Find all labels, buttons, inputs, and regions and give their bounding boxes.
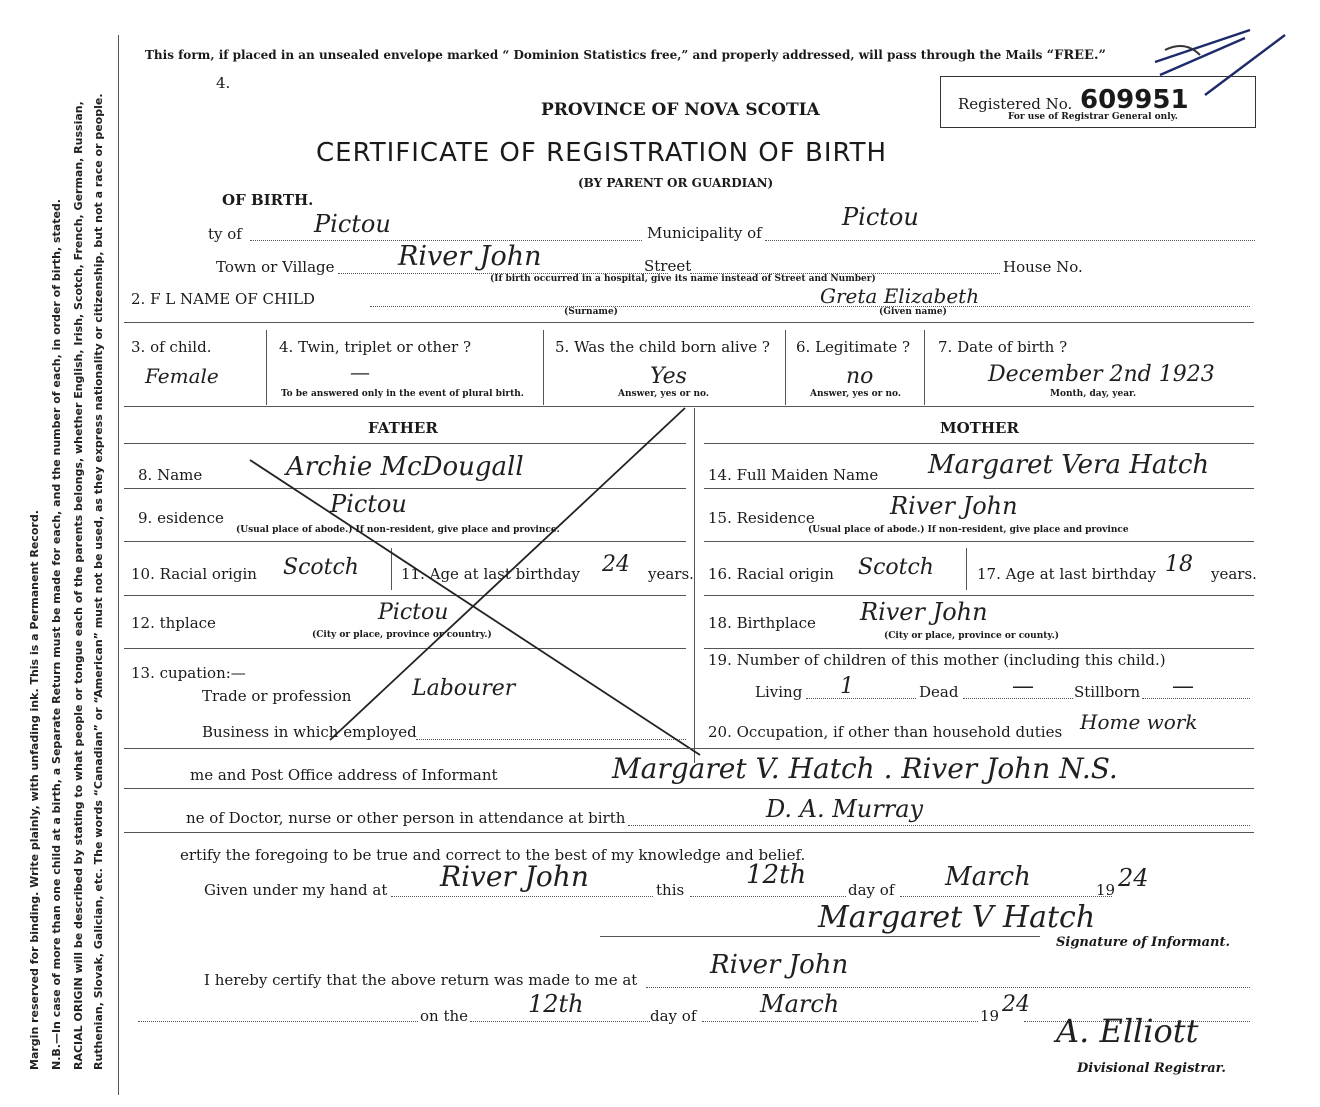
- informant-signature: Margaret V Hatch: [818, 900, 1096, 935]
- father-birthplace-value: Pictou: [378, 600, 449, 625]
- dead-label: Dead: [919, 683, 959, 701]
- year-suffix-value: 24: [1118, 864, 1149, 892]
- mother-birthplace-note: (City or place, province or county.): [884, 631, 1060, 641]
- municipality-value: Pictou: [842, 203, 919, 231]
- day-of-label: day of: [848, 881, 895, 899]
- father-birthplace-label: 12. thplace: [131, 614, 216, 632]
- margin-note-racial-origin-2: Ruthenian, Slovak, Galician, etc. The words “Canadian” or “American” must not be used, as they express nationality or citizenship, but not a race or people.: [92, 93, 105, 1070]
- father-name-value: Archie McDougall: [286, 452, 524, 482]
- registrar-certify-label: I hereby certify that the above return was made to me at: [204, 971, 638, 989]
- registrar-day-of-label: day of: [650, 1007, 697, 1025]
- registrar-month-value: March: [760, 990, 840, 1018]
- form-number: 4.: [216, 74, 231, 92]
- mother-occupation-label: 20. Occupation, if other than household duties: [708, 723, 1063, 741]
- mother-racial-value: Scotch: [858, 555, 934, 580]
- doctor-value: D. A. Murray: [766, 795, 924, 823]
- registrar-signature: A. Elliott: [1056, 1012, 1199, 1050]
- mother-birthplace-value: River John: [860, 598, 988, 626]
- alive-note: Answer, yes or no.: [618, 389, 709, 399]
- registrar-use-note: For use of Registrar General only.: [1008, 112, 1178, 122]
- twin-value: —: [350, 360, 370, 384]
- father-section-cross-out: [230, 400, 710, 760]
- town-value: River John: [398, 241, 542, 272]
- legitimate-label: 6. Legitimate ?: [796, 338, 911, 356]
- twin-note: To be answered only in the event of plural birth.: [281, 389, 524, 399]
- alive-label: 5. Was the child born alive ?: [555, 338, 770, 356]
- given-name-value: Greta Elizabeth: [820, 284, 980, 308]
- registrar-day-value: 12th: [528, 990, 584, 1018]
- father-name-label: 8. Name: [138, 466, 203, 484]
- page-title: CERTIFICATE OF REGISTRATION OF BIRTH: [316, 138, 888, 168]
- mother-residence-value: River John: [890, 492, 1018, 520]
- dob-note: Month, day, year.: [1050, 389, 1137, 399]
- twin-label: 4. Twin, triplet or other ?: [279, 338, 471, 356]
- registrar-year-suffix: 24: [1002, 992, 1030, 1017]
- father-years: years.: [648, 565, 694, 583]
- doctor-label: ne of Doctor, nurse or other person in attendance at birth: [186, 809, 626, 827]
- margin-note-multiple-births: N.B.—In case of more than one child at a birth, a Separate Return must be made for each, and the number of each, in order of birth, stated.: [50, 199, 63, 1070]
- on-the-label: on the: [420, 1007, 469, 1025]
- county-value: Pictou: [314, 210, 391, 238]
- registrar-title: Divisional Registrar.: [1077, 1061, 1226, 1076]
- certify-statement: ertify the foregoing to be true and correct to the best of my knowledge and belief.: [180, 846, 806, 864]
- county-label: ty of: [208, 225, 242, 243]
- this-day-value: 12th: [746, 860, 807, 890]
- father-residence-note: (Usual place of abode.) If non-resident, give place and province.: [236, 525, 560, 535]
- house-label: House No.: [1003, 258, 1083, 276]
- given-under-hand-label: Given under my hand at: [204, 881, 388, 899]
- father-age-label: 11. Age at last birthday: [401, 565, 580, 583]
- stillborn-label: Stillborn: [1074, 683, 1141, 701]
- father-racial-label: 10. Racial origin: [131, 565, 257, 583]
- given-place-value: River John: [440, 860, 589, 893]
- living-value: 1: [840, 674, 854, 699]
- registered-label: Registered No.: [958, 95, 1073, 113]
- town-label: Town or Village: [216, 258, 335, 276]
- alive-value: Yes: [650, 364, 687, 389]
- father-trade-value: Labourer: [412, 676, 516, 701]
- father-birthplace-note: (City or place, province or country.): [312, 630, 492, 640]
- year-prefix: 19: [1096, 881, 1116, 899]
- living-label: Living: [755, 683, 803, 701]
- surname-note: (Surname): [564, 307, 618, 317]
- father-trade-label: Trade or profession: [202, 687, 352, 705]
- mother-occupation-value: Home work: [1080, 710, 1198, 734]
- hospital-note: (If birth occurred in a hospital, give its name instead of Street and Number): [490, 274, 876, 284]
- mother-age-label: 17. Age at last birthday: [977, 565, 1156, 583]
- binding-margin-rule: [118, 35, 119, 1095]
- street-label: Street: [644, 257, 692, 275]
- place-heading: OF BIRTH.: [222, 191, 314, 209]
- mother-residence-label: 15. Residence: [708, 509, 815, 527]
- registrar-year-prefix: 19: [980, 1007, 1000, 1025]
- father-heading: FATHER: [368, 419, 438, 437]
- informant-label: me and Post Office address of Informant: [190, 766, 498, 784]
- sex-label: 3. of child.: [131, 338, 212, 356]
- registered-number: 609951: [1080, 85, 1189, 115]
- informant-value: Margaret V. Hatch . River John N.S.: [612, 752, 1118, 785]
- postal-note: This form, if placed in an unsealed envelope marked “ Dominion Statistics free,” and properly addressed, will pass through the Mails “FREE.”: [145, 48, 1106, 63]
- child-name-label: 2. F L NAME OF CHILD: [131, 290, 315, 308]
- check-mark-annotation: [1150, 20, 1290, 110]
- father-residence-value: Pictou: [330, 490, 407, 518]
- mother-birthplace-label: 18. Birthplace: [708, 614, 816, 632]
- page-subtitle: (BY PARENT OR GUARDIAN): [578, 176, 774, 190]
- dob-value: December 2nd 1923: [988, 362, 1215, 387]
- father-occupation-label: 13. cupation:—: [131, 664, 246, 682]
- mother-heading: MOTHER: [940, 419, 1019, 437]
- father-racial-value: Scotch: [283, 555, 359, 580]
- given-name-note: (Given name): [879, 307, 947, 317]
- dob-label: 7. Date of birth ?: [938, 338, 1068, 356]
- legitimate-value: no: [846, 364, 874, 389]
- registrar-place-value: River John: [710, 950, 849, 980]
- stillborn-value: —: [1172, 674, 1194, 699]
- informant-signature-label: Signature of Informant.: [1056, 935, 1230, 950]
- legitimate-note: Answer, yes or no.: [810, 389, 901, 399]
- municipality-label: Municipality of: [647, 224, 762, 242]
- father-business-label: Business in which employed: [202, 723, 417, 741]
- mother-age-value: 18: [1165, 552, 1193, 577]
- mother-name-label: 14. Full Maiden Name: [708, 466, 879, 484]
- mother-racial-label: 16. Racial origin: [708, 565, 834, 583]
- province-heading: PROVINCE OF NOVA SCOTIA: [541, 100, 820, 120]
- month-value: March: [945, 862, 1031, 892]
- mother-children-label: 19. Number of children of this mother (including this child.): [708, 651, 1166, 669]
- mother-years: years.: [1211, 565, 1257, 583]
- sex-value: Female: [145, 364, 219, 388]
- dead-value: —: [1012, 674, 1034, 699]
- father-residence-label: 9. esidence: [138, 509, 224, 527]
- margin-note-binding: Margin reserved for binding. Write plainly, with unfading ink. This is a Permanent Record.: [28, 510, 41, 1070]
- this-label: this: [656, 881, 685, 899]
- margin-note-racial-origin: RACIAL ORIGIN will be described by stating to what people or tongue each of the parents belongs, whether English, Irish, Scotch, French, German, Russian,: [72, 101, 85, 1070]
- father-age-value: 24: [602, 552, 630, 577]
- mother-residence-note: (Usual place of abode.) If non-resident, give place and province: [808, 525, 1129, 535]
- mother-name-value: Margaret Vera Hatch: [928, 450, 1210, 480]
